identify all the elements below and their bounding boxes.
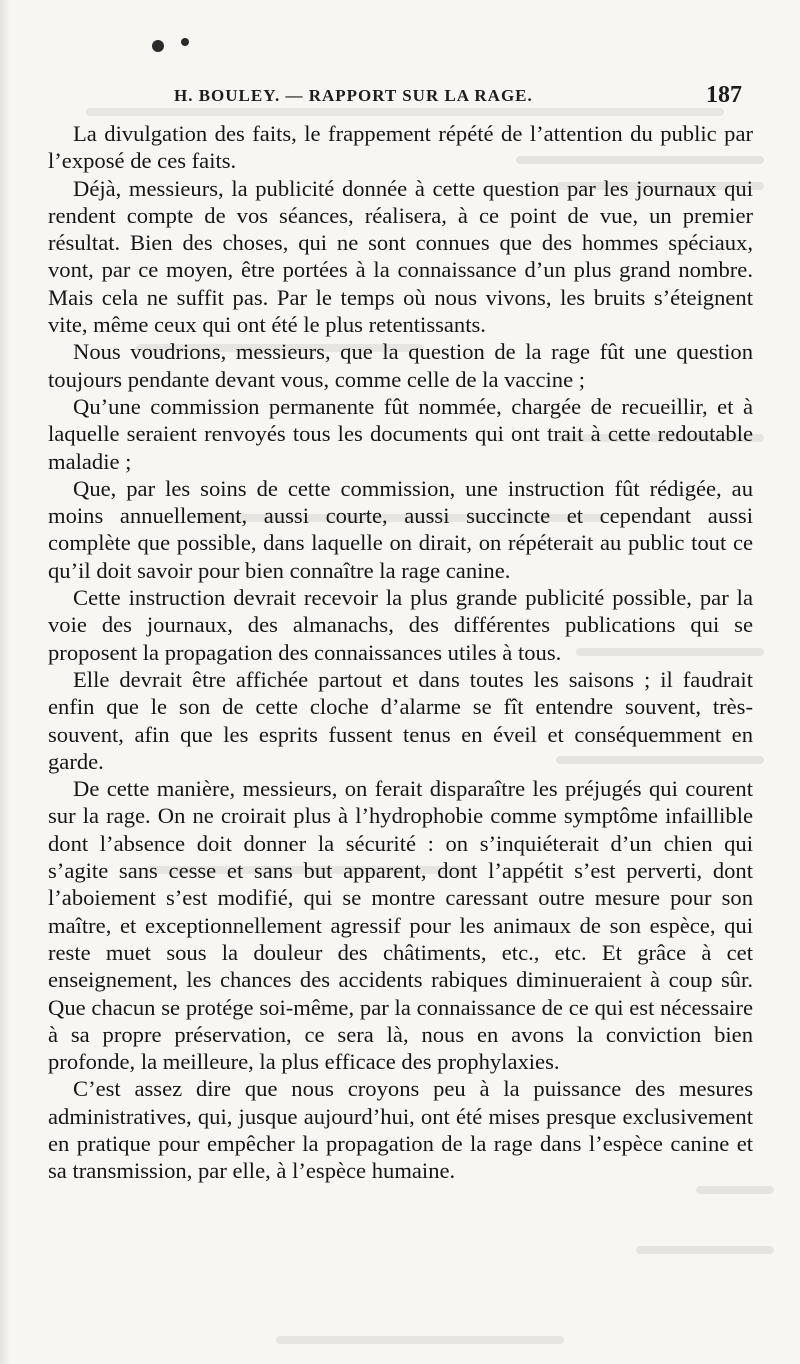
paragraph: Cette instruction devrait recevoir la plus grande publicité possible, par la voie des journaux, des almanachs, des différentes publications qui se proposent la propagation des connaissances utiles à tous. xyxy=(48,585,753,665)
body-text xyxy=(48,120,753,1185)
paragraph: Nous voudrions, messieurs, que la question de la rage fût une question toujours pendante devant vous, comme celle de la vaccine ; xyxy=(48,339,753,392)
running-head: H. BOULEY. — RAPPORT SUR LA RAGE. xyxy=(174,86,533,105)
paragraph: Elle devrait être affichée partout et dans toutes les saisons ; il faudrait enfin que le son de cette cloche d’alarme se fît entendre souvent, très-souvent, afin que les esprits fussent tenus en éveil et conséquemment en garde. xyxy=(48,666,753,774)
paragraph: Qu’une commission permanente fût nommée, chargée de recueillir, et à laquelle seraient renvoyés tous les documents qui ont trait à cette redoutable maladie ; xyxy=(48,393,753,474)
paragraph: De cette manière, messieurs, on ferait disparaître les préjugés qui courent sur la rage. On ne croirait plus à l’hydrophobie comme symptôme infaillible dont l’absence doit donner la sécurité : on s’inquiéterait d’un chien qui s’agite sans cesse et sans but apparent, dont l’appétit s’est perverti, dont l’aboiement s’est modifié, qui se montre caressant outre mesure pour son maître, et exceptionnellement agressif pour les animaux de son espèce, qui reste muet sous la douleur des châtiments, etc., etc. Et grâce à cet enseignement, les chances des accidents rabiques diminueraient à coup sûr. Que chacun se protége soi-même, par la connaissance de ce qui est nécessaire à sa propre préservation, ce sera là, nous en avons la conviction bien profonde, la meilleure, la plus efficace des prophylaxies. xyxy=(48,776,753,1075)
page-edge-shadow xyxy=(0,0,10,1364)
ink-spot xyxy=(152,40,164,52)
paragraph: Que, par les soins de cette commission, une instruction fût rédigée, au moins annuellement, aussi courte, aussi succincte et cependant aussi complète que possible, dans laquelle on dirait, on répéterait au public tout ce qu’il doit savoir pour bien connaître la rage canine. xyxy=(48,475,753,583)
paragraph: C’est assez dire que nous croyons peu à la puissance des mesures administratives, qui, jusque aujourd’hui, ont été mises presque exclusivement en pratique pour empêcher la propagation de la rage dans l’espèce canine et sa transmission, par elle, à l’espèce humaine. xyxy=(48,1076,753,1184)
paragraph: Déjà, messieurs, la publicité donnée à cette question par les journaux qui rendent compte de vos séances, réalisera, à ce point de vue, un premier résultat. Bien des choses, qui ne sont connues que des hommes spéciaux, vont, par ce moyen, être portées à la connaissance d’un plus grand nombre. Mais cela ne suffit pas. Par le temps où nous vivons, les bruits s’éteignent vite, même ceux qui ont été le plus retentissants. xyxy=(48,175,753,338)
paragraph: La divulgation des faits, le frappement répété de l’attention du public par l’exposé de ces faits. xyxy=(48,121,753,174)
ink-spot-small xyxy=(181,38,189,46)
page-header xyxy=(74,82,754,116)
page-number: 187 xyxy=(706,82,742,108)
